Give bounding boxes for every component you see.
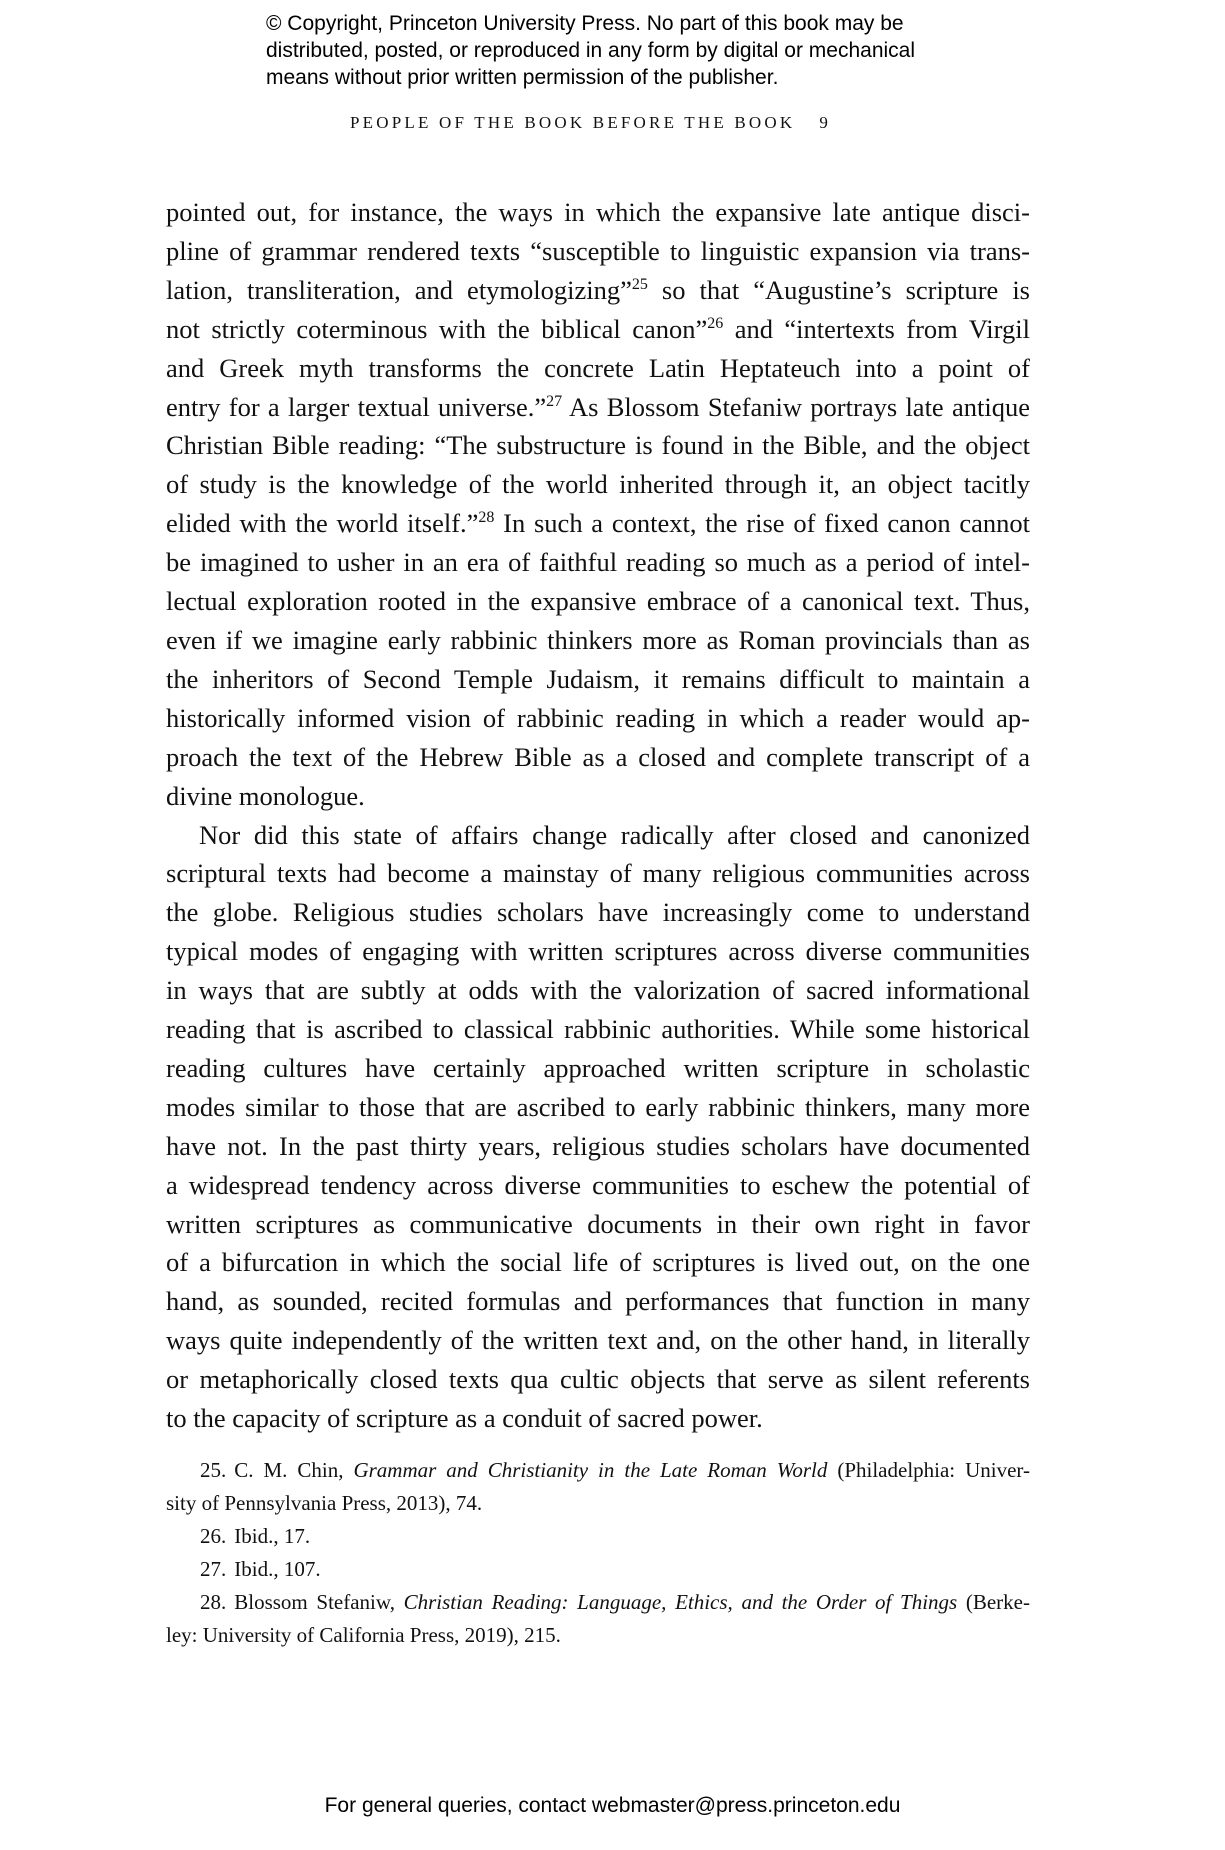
copyright-line: means without prior written permission of the publisher. [266, 66, 779, 89]
copyright-notice [266, 10, 1026, 91]
footnote-ref-27[interactable]: 27 [546, 392, 563, 410]
text-line: written scriptures as communicative documents in their own right in favor [166, 1208, 1030, 1239]
paragraph-1 [166, 193, 1030, 816]
text-segment: so that “Augustine’s scripture is [647, 274, 1030, 305]
footnote-line [166, 1586, 1030, 1619]
footnote-ref-28[interactable]: 28 [478, 509, 495, 527]
text-line: even if we imagine early rabbinic thinkers more as Roman provincials than as [166, 624, 1030, 655]
text-line: the globe. Religious studies scholars have increasingly come to understand [166, 897, 1030, 928]
text-segment: and “intertexts from Virgil [723, 313, 1030, 344]
text-segment: In such a context, the rise of fixed canon cannot [494, 508, 1030, 539]
footnote-author: C. M. Chin, [234, 1458, 354, 1482]
text-segment: elided with the world itself.” [166, 508, 479, 539]
page-number: 9 [819, 113, 828, 132]
text-line: a widespread tendency across diverse communities to eschew the potential of [166, 1169, 1030, 1200]
text-line [166, 310, 1030, 349]
footnotes [166, 1454, 1030, 1652]
footnote-26 [166, 1520, 1030, 1553]
text-segment: lation, transliteration, and etymologizing” [166, 274, 632, 305]
text-line: typical modes of engaging with written scriptures across diverse communities [166, 936, 1030, 967]
footnote-text: Ibid., 107. [234, 1557, 321, 1581]
text-line [166, 388, 1030, 427]
text-line: ways quite independently of the written text and, on the other hand, in literally [166, 1325, 1030, 1356]
text-line: of study is the knowledge of the world inherited through it, an object tacitly [166, 469, 1030, 500]
footnote-25 [166, 1454, 1030, 1520]
text-line: hand, as sounded, recited formulas and performances that function in many [166, 1286, 1030, 1317]
footnote-author: Blossom Stefaniw, [234, 1590, 404, 1614]
footnote-28 [166, 1586, 1030, 1652]
text-line: pline of grammar rendered texts “susceptible to linguistic expansion via trans- [166, 235, 1030, 266]
footnote-ref-25[interactable]: 25 [631, 275, 648, 293]
text-line: modes similar to those that are ascribed to early rabbinic thinkers, many more [166, 1091, 1030, 1122]
text-line: have not. In the past thirty years, religious studies scholars have documented [166, 1130, 1030, 1161]
text-segment: As Blossom Stefaniw portrays late antique [562, 391, 1030, 422]
footnote-rest: (Berke- [957, 1590, 1030, 1614]
footnote-ref-26[interactable]: 26 [707, 314, 724, 332]
footnote-text: Ibid., 17. [234, 1524, 311, 1548]
footnote-line [166, 1553, 1030, 1586]
text-line: pointed out, for instance, the ways in which the expansive late antique disci- [166, 197, 1030, 227]
footnote-line: ley: University of California Press, 2019), 215. [166, 1623, 561, 1647]
text-line: historically informed vision of rabbinic reading in which a reader would ap- [166, 702, 1030, 733]
copyright-line: distributed, posted, or reproduced in any form by digital or mechanical [266, 39, 916, 62]
text-line: Nor did this state of affairs change radically after closed and canonized [199, 819, 1030, 850]
paragraph-2 [166, 816, 1030, 1439]
text-segment: entry for a larger textual universe.” [166, 391, 547, 422]
footnote-title: Christian Reading: Language, Ethics, and the Order of Things [403, 1590, 958, 1614]
text-line: and Greek myth transforms the concrete Latin Heptateuch into a point of [166, 352, 1030, 383]
text-line: or metaphorically closed texts qua cultic objects that serve as silent referents [166, 1364, 1030, 1395]
text-line: reading that is ascribed to classical rabbinic authorities. While some historical [166, 1014, 1030, 1045]
footnote-number: 26. [200, 1524, 227, 1548]
running-head-title: PEOPLE OF THE BOOK BEFORE THE BOOK [350, 113, 796, 132]
copyright-line: © Copyright, Princeton University Press. No part of this book may be [266, 12, 904, 35]
footnote-line [166, 1520, 1030, 1553]
text-line: the inheritors of Second Temple Judaism, it remains difficult to maintain a [166, 663, 1030, 694]
text-line: of a bifurcation in which the social life of scriptures is lived out, on the one [166, 1247, 1030, 1278]
footer-contact: For general queries, contact webmaster@press.princeton.edu [324, 1794, 901, 1817]
running-head [350, 113, 828, 133]
text-line: scriptural texts had become a mainstay of many religious communities across [166, 858, 1030, 889]
text-line [166, 271, 1030, 310]
text-line: divine monologue. [166, 780, 365, 811]
footnote-number: 28. [200, 1590, 227, 1614]
footnote-number: 25. [200, 1458, 227, 1482]
main-text [166, 193, 1030, 1438]
text-line: in ways that are subtly at odds with the valorization of sacred informational [166, 975, 1030, 1006]
text-line [166, 504, 1030, 543]
text-line: to the capacity of scripture as a conduit of sacred power. [166, 1403, 763, 1434]
text-line: proach the text of the Hebrew Bible as a closed and complete transcript of a [166, 741, 1030, 772]
text-line: lectual exploration rooted in the expansive embrace of a canonical text. Thus, [166, 586, 1030, 617]
footnote-number: 27. [200, 1557, 227, 1581]
footnote-line: sity of Pennsylvania Press, 2013), 74. [166, 1491, 483, 1515]
footnote-27 [166, 1553, 1030, 1586]
text-segment: not strictly coterminous with the biblical canon” [166, 313, 708, 344]
text-line: be imagined to usher in an era of faithful reading so much as a period of intel- [166, 547, 1030, 578]
footnote-title: Grammar and Christianity in the Late Roman World [353, 1458, 828, 1482]
footnote-line [166, 1454, 1030, 1487]
text-line: reading cultures have certainly approached written scripture in scholastic [166, 1052, 1030, 1083]
text-line: Christian Bible reading: “The substructure is found in the Bible, and the object [166, 430, 1030, 461]
footnote-rest: (Philadelphia: Univer- [827, 1458, 1031, 1482]
